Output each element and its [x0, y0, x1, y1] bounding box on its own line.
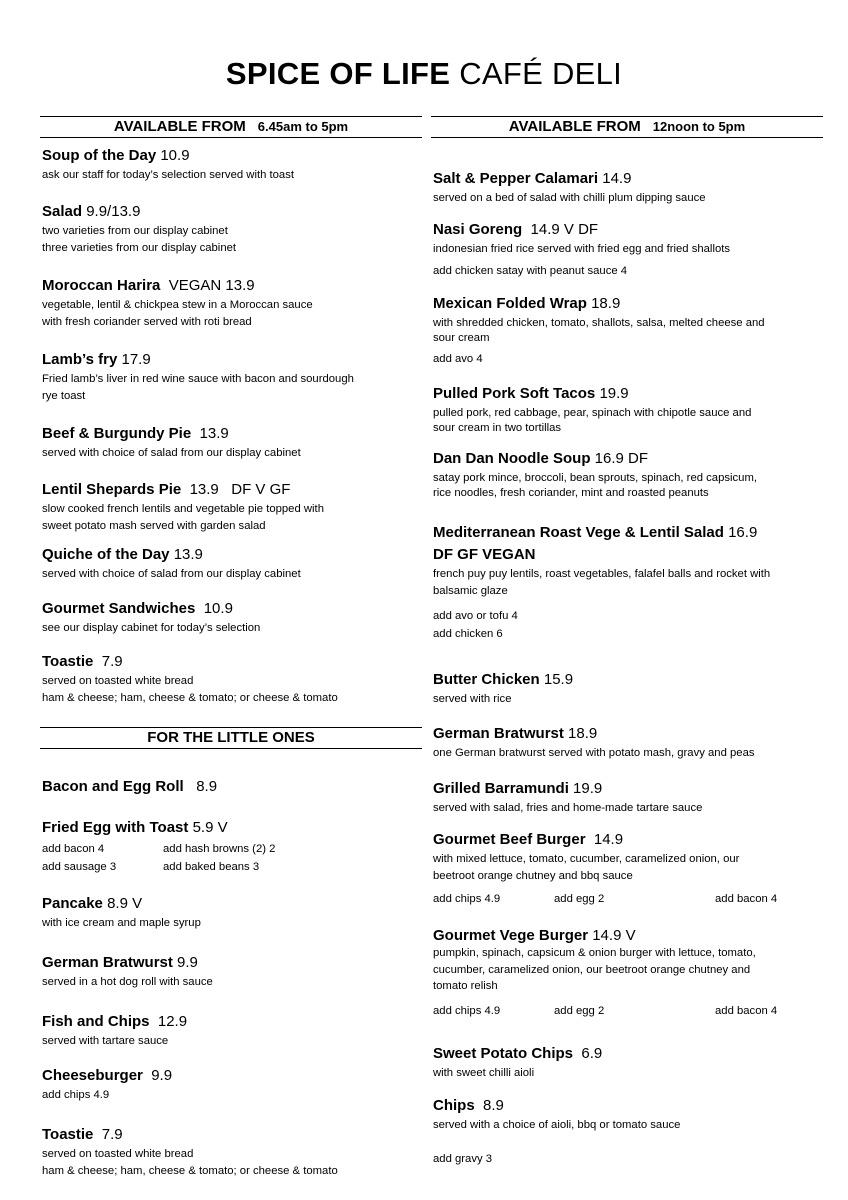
addon: add chips 4.9	[433, 1004, 501, 1017]
item-extra: add avo or tofu 4	[433, 610, 518, 622]
addon: add bacon 4	[715, 893, 778, 905]
item-desc: with mixed lettuce, tomato, cucumber, caramelized onion, our	[433, 853, 740, 865]
item-desc: served with rice	[433, 693, 512, 705]
item-desc: ham & cheese; ham, cheese & tomato; or cheese & tomato	[42, 691, 338, 704]
item-name: Sweet Potato Chips	[433, 1045, 574, 1062]
item-name: German Bratwurst	[433, 725, 564, 742]
menu-item	[433, 670, 823, 708]
item-price: 19.9	[573, 780, 603, 797]
item-name: Salad	[42, 203, 83, 220]
item-price: 15.9	[543, 671, 574, 688]
item-desc: add chips 4.9	[42, 1089, 110, 1101]
left-header-hours: 6.45am to 5pm	[257, 119, 349, 134]
item-desc: served with a choice of aioli, bbq or tomato sauce	[433, 1119, 681, 1131]
item-desc: three varieties from our display cabinet	[42, 241, 237, 254]
item-desc: with shredded chicken, tomato, shallots, salsa, melted cheese and	[433, 317, 765, 329]
menu-item	[433, 384, 823, 436]
menu-item	[42, 953, 422, 991]
title-rest: CAFÉ DELI	[459, 56, 623, 91]
item-name: Mexican Folded Wrap	[433, 295, 587, 312]
item-name: Gourmet Vege Burger	[433, 927, 589, 944]
menu-item	[42, 146, 422, 184]
item-desc: sour cream in two tortillas	[433, 421, 562, 434]
item-desc: french puy puy lentils, roast vegetables, falafel balls and rocket with	[433, 568, 771, 580]
item-desc: vegetable, lentil & chickpea stew in a Moroccan sauce	[42, 299, 313, 311]
item-name: Lentil Shepards Pie	[42, 481, 182, 498]
menu-item	[433, 294, 823, 368]
item-price: 17.9	[121, 351, 151, 368]
item-desc: two varieties from our display cabinet	[42, 225, 228, 237]
item-name: Lamb’s fry	[42, 351, 118, 368]
menu-item	[433, 220, 823, 280]
menu-item	[42, 1066, 422, 1104]
menu-item	[42, 424, 422, 462]
menu-item	[42, 1125, 422, 1179]
item-price: 16.9	[728, 524, 758, 541]
item-price: 8.9 V	[107, 895, 143, 912]
item-extra: add chicken satay with peanut sauce 4	[433, 264, 628, 277]
item-tags: DF GF VEGAN	[433, 546, 536, 563]
item-name: Fried Egg with Toast	[42, 819, 189, 836]
item-name: Bacon and Egg Roll	[42, 778, 184, 795]
item-desc: one German bratwurst served with potato mash, gravy and peas	[433, 747, 755, 759]
addon: add bacon 4	[42, 843, 105, 855]
addon: add sausage 3	[42, 861, 117, 873]
item-extra: add gravy 3	[433, 1152, 493, 1165]
item-desc: served on toasted white bread	[42, 1148, 194, 1160]
item-desc: served on a bed of salad with chilli plum dipping sauce	[433, 192, 706, 204]
menu-item	[42, 1012, 422, 1050]
menu-item	[433, 169, 823, 207]
item-desc: served in a hot dog roll with sauce	[42, 976, 213, 988]
item-name: Soup of the Day	[42, 147, 157, 164]
item-desc: pumpkin, spinach, capsicum & onion burger with lettuce, tomato,	[433, 947, 756, 959]
menu-item	[42, 894, 422, 932]
item-desc: sour cream	[433, 331, 490, 344]
item-price: VEGAN 13.9	[168, 277, 255, 294]
addon: add bacon 4	[715, 1004, 778, 1017]
item-price: 13.9	[173, 546, 203, 563]
item-name: Gourmet Sandwiches	[42, 600, 196, 617]
item-name: Butter Chicken	[433, 671, 540, 688]
title-bold: SPICE OF LIFE	[225, 56, 451, 91]
item-desc: with sweet chilli aioli	[433, 1067, 535, 1079]
item-desc: indonesian fried rice served with fried egg and fried shallots	[433, 243, 731, 255]
item-price: 5.9 V	[192, 819, 228, 836]
item-desc: see our display cabinet for today’s selection	[42, 622, 261, 634]
item-name: German Bratwurst	[42, 954, 173, 971]
addon-row	[42, 858, 422, 876]
item-name: Pulled Pork Soft Tacos	[433, 385, 596, 402]
menu-item	[433, 1096, 823, 1168]
item-desc: with fresh coriander served with roti bread	[42, 315, 252, 328]
menu-item	[433, 724, 823, 762]
item-name: Pancake	[42, 895, 103, 912]
addon-row	[433, 1002, 823, 1020]
item-desc: sweet potato mash served with garden salad	[42, 519, 266, 532]
item-name: Toastie	[42, 1126, 94, 1143]
item-price: 18.9	[568, 725, 598, 742]
left-header-title: AVAILABLE FROM	[113, 118, 246, 135]
item-extra: add avo 4	[433, 353, 483, 365]
item-desc: tomato relish	[433, 980, 498, 992]
menu-item	[42, 818, 422, 876]
menu-item	[42, 480, 422, 534]
menu-item	[42, 599, 422, 637]
item-price: 9.9	[177, 954, 198, 971]
item-name: Dan Dan Noodle Soup	[433, 450, 591, 467]
item-name: Moroccan Harira	[42, 277, 161, 294]
item-desc: with ice cream and maple syrup	[42, 917, 201, 929]
item-price: 9.9/13.9	[86, 203, 141, 220]
menu-item	[42, 545, 422, 583]
left-section-header	[40, 116, 422, 138]
item-name: Salt & Pepper Calamari	[433, 170, 599, 187]
item-desc: cucumber, caramelized onion, our beetroot orange chutney and	[433, 963, 751, 976]
menu-item	[42, 652, 422, 706]
item-desc: served on toasted white bread	[42, 675, 194, 687]
item-name: Grilled Barramundi	[433, 780, 569, 797]
item-desc: Fried lamb’s liver in red wine sauce with bacon and sourdough	[42, 373, 354, 385]
item-price: 9.9	[151, 1067, 173, 1084]
addon: add baked beans 3	[163, 861, 260, 873]
item-name: Beef & Burgundy Pie	[42, 425, 192, 442]
item-desc: rye toast	[42, 389, 86, 402]
item-name: Quiche of the Day	[42, 546, 170, 563]
item-desc: pulled pork, red cabbage, pear, spinach with chipotle sauce and	[433, 407, 752, 419]
item-price: 10.9	[203, 600, 233, 617]
item-price: 14.9 V	[592, 927, 636, 944]
item-desc: served with salad, fries and home-made tartare sauce	[433, 802, 703, 814]
item-price: 12.9	[157, 1013, 188, 1030]
item-desc: balsamic glaze	[433, 584, 508, 597]
item-desc: rice noodles, fresh coriander, mint and roasted peanuts	[433, 486, 709, 499]
menu-item	[433, 926, 823, 1020]
menu-item	[42, 276, 422, 330]
item-price: 8.9	[483, 1097, 504, 1114]
item-name: Toastie	[42, 653, 94, 670]
little-header-title: FOR THE LITTLE ONES	[147, 729, 315, 746]
item-price: 8.9	[196, 778, 218, 795]
item-price: 16.9 DF	[594, 450, 649, 467]
menu-item	[433, 449, 823, 501]
item-name: Nasi Goreng	[433, 221, 523, 238]
item-price: 19.9	[599, 385, 629, 402]
item-name: Cheeseburger	[42, 1067, 143, 1084]
item-price: 13.9 DF V GF	[189, 481, 291, 498]
item-name: Chips	[433, 1097, 475, 1114]
item-price: 14.9 V DF	[530, 221, 599, 238]
little-ones-header	[40, 727, 422, 749]
addon-row	[42, 840, 422, 858]
item-desc: beetroot orange chutney and bbq sauce	[433, 869, 633, 882]
right-header-title: AVAILABLE FROM	[508, 118, 641, 135]
item-price: 7.9	[101, 1126, 123, 1143]
menu-item	[433, 830, 823, 908]
menu-item	[42, 777, 422, 796]
addon-row	[433, 890, 823, 908]
item-desc: served with choice of salad from our display cabinet	[42, 447, 301, 459]
item-price: 10.9	[160, 147, 190, 164]
item-extra: add chicken 6	[433, 628, 503, 640]
item-desc: satay pork mince, broccoli, bean sprouts, spinach, red capsicum,	[433, 472, 757, 484]
menu-item	[433, 523, 823, 643]
menu-item	[42, 350, 422, 404]
item-price: 6.9	[581, 1045, 603, 1062]
item-desc: slow cooked french lentils and vegetable pie topped with	[42, 503, 324, 515]
item-price: 7.9	[101, 653, 123, 670]
addon: add egg 2	[554, 1004, 605, 1017]
page-title	[0, 54, 848, 94]
menu-item	[433, 1044, 823, 1082]
menu-item	[433, 779, 823, 817]
item-desc: ask our staff for today’s selection served with toast	[42, 169, 295, 181]
addon: add egg 2	[554, 893, 605, 905]
item-desc: served with choice of salad from our display cabinet	[42, 568, 301, 580]
addon: add chips 4.9	[433, 893, 501, 905]
item-price: 13.9	[199, 425, 229, 442]
item-price: 18.9	[591, 295, 621, 312]
item-desc: served with tartare sauce	[42, 1035, 169, 1047]
addon: add hash browns (2) 2	[163, 843, 276, 855]
right-header-hours: 12noon to 5pm	[652, 119, 746, 134]
item-price: 14.9	[593, 831, 624, 848]
item-price: 14.9	[602, 170, 632, 187]
menu-item	[42, 202, 422, 256]
item-desc: ham & cheese; ham, cheese & tomato; or cheese & tomato	[42, 1164, 338, 1177]
item-name: Mediterranean Roast Vege & Lentil Salad	[433, 524, 724, 541]
item-name: Gourmet Beef Burger	[433, 831, 586, 848]
right-section-header	[431, 116, 823, 138]
item-name: Fish and Chips	[42, 1013, 150, 1030]
